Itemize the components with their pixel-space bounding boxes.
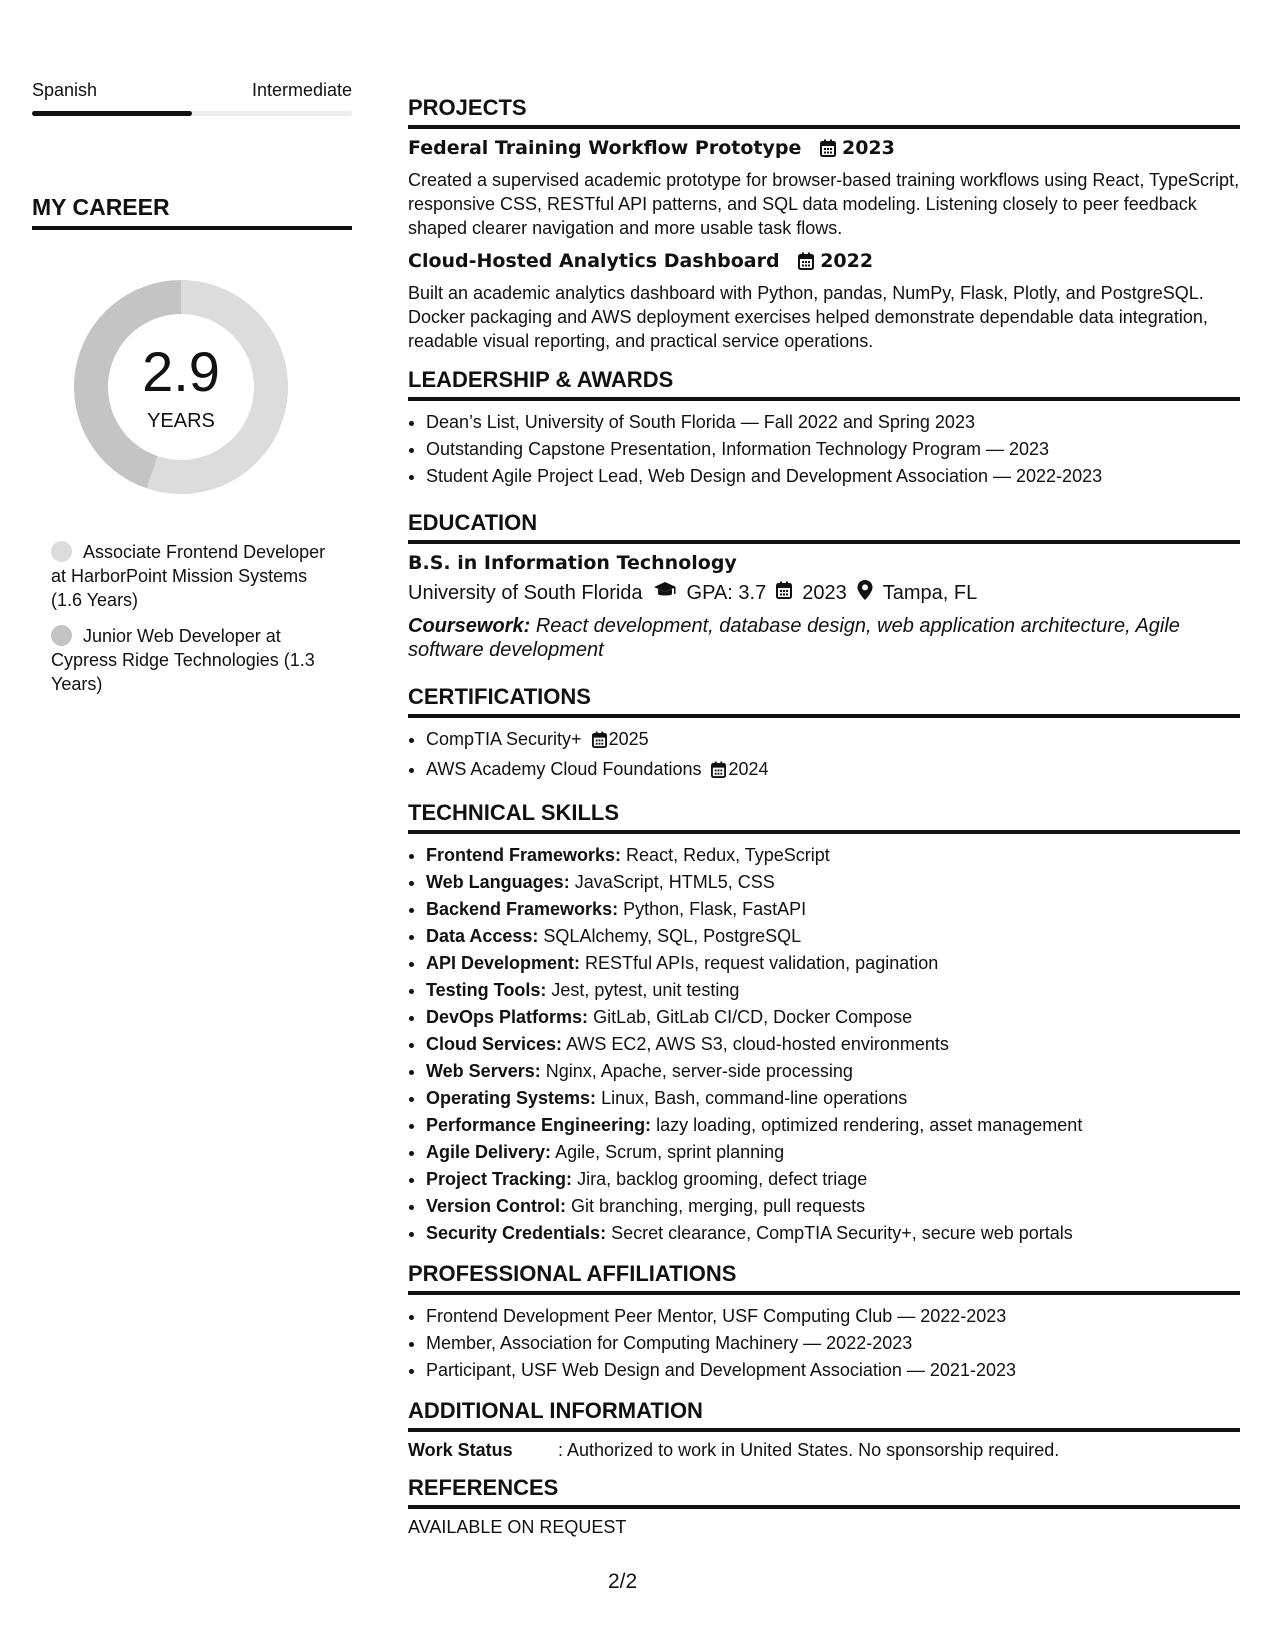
skill-item — [426, 1166, 1240, 1193]
skill-value: Nginx, Apache, server-side processing — [545, 1061, 853, 1081]
certification-item — [426, 756, 1240, 786]
language-proficiency-fill — [32, 111, 192, 116]
project-item — [408, 250, 1240, 353]
career-legend-dot — [51, 541, 72, 562]
skill-label: DevOps Platforms: — [426, 1007, 589, 1027]
skill-label: Testing Tools: — [426, 980, 547, 1000]
career-item — [51, 624, 341, 696]
skill-item — [426, 977, 1240, 1004]
affiliations-heading: PROFESSIONAL AFFILIATIONS — [408, 1261, 1240, 1295]
graduation-cap-icon — [653, 581, 677, 605]
skill-item — [426, 1139, 1240, 1166]
skill-value: Jest, pytest, unit testing — [551, 980, 740, 1000]
career-heading: MY CAREER — [32, 194, 352, 230]
skill-label: Project Tracking: — [426, 1169, 573, 1189]
language-proficiency-bar — [32, 111, 352, 116]
skill-item — [426, 1058, 1240, 1085]
education-school: University of South Florida — [408, 581, 643, 604]
certification-year: 2025 — [608, 729, 649, 749]
certification-year: 2024 — [728, 759, 769, 779]
skill-value: JavaScript, HTML5, CSS — [574, 872, 775, 892]
education-section — [408, 510, 1240, 662]
project-description: Built an academic analytics dashboard with Python, pandas, NumPy, Flask, Plotly, and PostgreSQL. Docker packaging and AWS deployment exercises helped demonstrate dependable data integration, readable visual reporting, and practical service operations. — [408, 283, 1208, 351]
coursework-label: Coursework: — [408, 615, 531, 637]
project-title: Federal Training Workflow Prototype — [408, 137, 802, 159]
skill-value: Linux, Bash, command-line operations — [601, 1088, 908, 1108]
leadership-item: • Student Agile Project Lead, Web Design and Development Association — 2022-2023 — [426, 463, 1240, 490]
career-item-text: Associate Frontend Developer at HarborPoint Mission Systems (1.6 Years) — [51, 542, 326, 610]
projects-section — [408, 95, 1240, 353]
certifications-section — [408, 684, 1240, 786]
education-coursework — [408, 614, 1240, 662]
skills-heading: TECHNICAL SKILLS — [408, 800, 1240, 834]
calendar-icon — [776, 581, 792, 605]
education-gpa: GPA: 3.7 — [686, 581, 767, 604]
career-legend-dot — [51, 625, 72, 646]
project-description: Created a supervised academic prototype for browser-based training workflows using React, TypeScript, responsive CSS, RESTful API patterns, and SQL data modeling. Listening closely to peer feedback shaped clearer navigation and more usable task flows. — [408, 170, 1240, 238]
skill-value: React, Redux, TypeScript — [626, 845, 830, 865]
skills-section — [408, 800, 1240, 1247]
skill-label: Version Control: — [426, 1196, 567, 1216]
education-details — [408, 580, 1240, 606]
education-location: Tampa, FL — [882, 581, 978, 604]
project-title: Cloud-Hosted Analytics Dashboard — [408, 250, 780, 272]
skill-value: GitLab, GitLab CI/CD, Docker Compose — [593, 1007, 913, 1027]
skill-label: Cloud Services: — [426, 1034, 563, 1054]
main-content — [408, 95, 1240, 1552]
skill-label: Backend Frameworks: — [426, 899, 619, 919]
education-heading: EDUCATION — [408, 510, 1240, 544]
leadership-item: • Outstanding Capstone Presentation, Information Technology Program — 2023 — [426, 436, 1240, 463]
skill-value: SQLAlchemy, SQL, PostgreSQL — [543, 926, 802, 946]
skill-label: Web Languages: — [426, 872, 570, 892]
skill-item — [426, 869, 1240, 896]
skill-item — [426, 1031, 1240, 1058]
affiliation-item: • Participant, USF Web Design and Development Association — 2021-2023 — [426, 1357, 1240, 1384]
skill-value: Jira, backlog grooming, defect triage — [577, 1169, 868, 1189]
skill-value: RESTful APIs, request validation, pagination — [585, 953, 939, 973]
skill-item — [426, 923, 1240, 950]
references-heading: REFERENCES — [408, 1475, 1240, 1509]
career-total-value: 2.9 — [142, 340, 220, 403]
skill-value: lazy loading, optimized rendering, asset management — [656, 1115, 1083, 1135]
leadership-heading: LEADERSHIP & AWARDS — [408, 367, 1240, 401]
skills-list — [408, 842, 1240, 1247]
calendar-icon — [798, 252, 814, 275]
skill-label: Security Credentials: — [426, 1223, 607, 1243]
skill-item — [426, 896, 1240, 923]
sidebar — [32, 80, 352, 708]
education-degree: B.S. in Information Technology — [408, 552, 737, 574]
calendar-icon — [711, 759, 726, 786]
skill-item — [426, 950, 1240, 977]
certifications-heading: CERTIFICATIONS — [408, 684, 1240, 718]
leadership-item: • Dean’s List, University of South Florida — Fall 2022 and Spring 2023 — [426, 409, 1240, 436]
work-status-value: : Authorized to work in United States. No sponsorship required. — [558, 1440, 1060, 1460]
skill-label: Frontend Frameworks: — [426, 845, 622, 865]
language-name: Spanish — [32, 80, 98, 100]
references-text: AVAILABLE ON REQUEST — [408, 1517, 627, 1537]
skill-item — [426, 1220, 1240, 1247]
additional-info-heading: ADDITIONAL INFORMATION — [408, 1398, 1240, 1432]
skill-label: Agile Delivery: — [426, 1142, 552, 1162]
skill-value: AWS EC2, AWS S3, cloud-hosted environments — [566, 1034, 949, 1054]
projects-heading: PROJECTS — [408, 95, 1240, 129]
location-pin-icon — [857, 580, 873, 606]
career-donut-chart — [66, 272, 296, 502]
skill-label: Web Servers: — [426, 1061, 541, 1081]
skill-value: Git branching, merging, pull requests — [571, 1196, 866, 1216]
skill-value: Agile, Scrum, sprint planning — [555, 1142, 785, 1162]
additional-info-section — [408, 1398, 1240, 1461]
career-list — [32, 540, 352, 696]
skill-label: Operating Systems: — [426, 1088, 597, 1108]
project-year: 2023 — [841, 137, 895, 159]
career-total-unit: YEARS — [147, 410, 215, 432]
work-status-label: Work Status — [408, 1440, 513, 1460]
language-skill — [32, 80, 352, 116]
calendar-icon — [592, 729, 607, 756]
calendar-icon — [820, 139, 836, 162]
skill-value: Python, Flask, FastAPI — [623, 899, 807, 919]
skill-value: Secret clearance, CompTIA Security+, secure web portals — [611, 1223, 1073, 1243]
coursework-text: React development, database design, web application architecture, Agile software development — [408, 615, 1180, 661]
language-level: Intermediate — [251, 80, 352, 100]
references-section — [408, 1475, 1240, 1538]
skill-label: Performance Engineering: — [426, 1115, 652, 1135]
page-number: 2/2 — [608, 1570, 638, 1593]
skill-item — [426, 1085, 1240, 1112]
education-year: 2023 — [802, 581, 847, 604]
skill-label: API Development: — [426, 953, 581, 973]
skill-item — [426, 842, 1240, 869]
skill-item — [426, 1112, 1240, 1139]
affiliation-item: • Member, Association for Computing Machinery — 2022-2023 — [426, 1330, 1240, 1357]
work-status-row — [408, 1440, 1240, 1461]
project-year: 2022 — [820, 250, 874, 272]
skill-item — [426, 1193, 1240, 1220]
project-item — [408, 137, 1240, 240]
affiliation-item: • Frontend Development Peer Mentor, USF Computing Club — 2022-2023 — [426, 1303, 1240, 1330]
skill-item — [426, 1004, 1240, 1031]
certification-name: CompTIA Security+ — [426, 729, 582, 749]
certification-name: AWS Academy Cloud Foundations — [426, 759, 702, 779]
skill-label: Data Access: — [426, 926, 539, 946]
career-item-text: Junior Web Developer at Cypress Ridge Technologies (1.3 Years) — [51, 626, 315, 694]
affiliations-section — [408, 1261, 1240, 1384]
certification-item — [426, 726, 1240, 756]
leadership-section — [408, 367, 1240, 490]
career-item — [51, 540, 341, 612]
